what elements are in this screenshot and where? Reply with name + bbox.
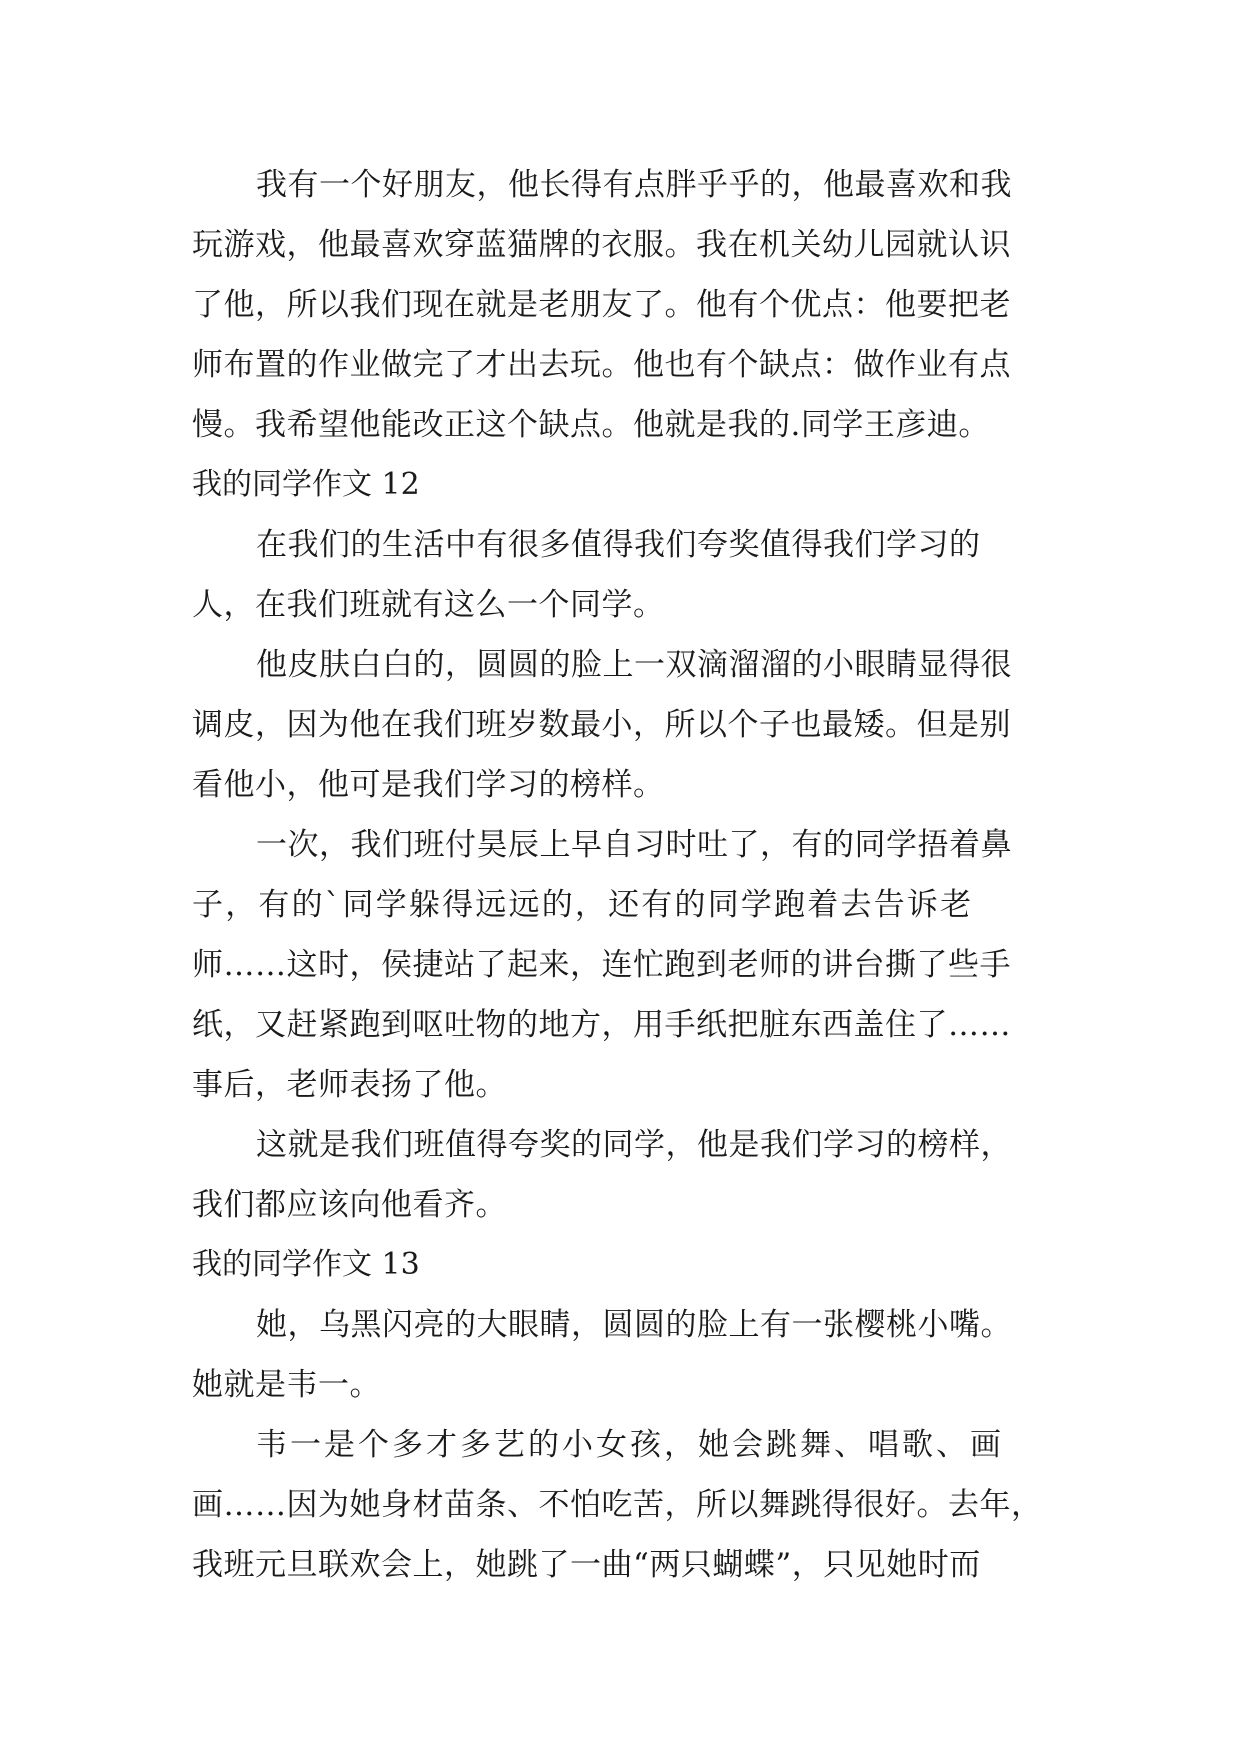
paragraph-line: 子，有的`同学躲得远远的，还有的同学跑着去告诉老 [192,887,974,923]
paragraph-line: 玩游戏，他最喜欢穿蓝猫牌的衣服。我在机关幼儿园就认识 [192,227,1011,263]
paragraph-line: 慢。我希望他能改正这个缺点。他就是我的.同学王彦迪。 [192,407,990,443]
paragraph-line: 人，在我们班就有这么一个同学。 [192,587,665,623]
paragraph-line: 他皮肤白白的，圆圆的脸上一双滴溜溜的小眼睛显得很 [256,647,1012,683]
paragraph-line: 我有一个好朋友，他长得有点胖乎乎的，他最喜欢和我 [256,167,1012,203]
paragraph-line: 了他，所以我们现在就是老朋友了。他有个优点：他要把老 [192,287,1011,323]
document-body [192,155,1052,1595]
paragraph-line: 事后，老师表扬了他。 [192,1067,507,1103]
paragraph-line: 纸，又赶紧跑到呕吐物的地方，用手纸把脏东西盖住了…… [192,1007,1011,1043]
paragraph-line: 韦一是个多才多艺的小女孩，她会跳舞、唱歌、画 [256,1427,1004,1463]
paragraph-line: 画……因为她身材苗条、不怕吃苦，所以舞跳得很好。去年， [192,1487,1043,1523]
paragraph-line: 一次，我们班付昊辰上早自习时吐了，有的同学捂着鼻 [256,827,1012,863]
paragraph-line: 看他小，他可是我们学习的榜样。 [192,767,665,803]
essay-12-title: 我的同学作文 12 [192,467,420,502]
paragraph-line: 这就是我们班值得夸奖的同学，他是我们学习的榜样， [256,1127,1012,1163]
paragraph-line: 师……这时，侯捷站了起来，连忙跑到老师的讲台撕了些手 [192,947,1011,983]
paragraph-line: 师布置的作业做完了才出去玩。他也有个缺点：做作业有点 [192,347,1011,383]
essay-13-title: 我的同学作文 13 [192,1247,420,1282]
paragraph-line: 我班元旦联欢会上，她跳了一曲“两只蝴蝶”，只见她时而 [192,1547,981,1583]
paragraph-line: 她就是韦一。 [192,1367,381,1403]
paragraph-line: 她，乌黑闪亮的大眼睛，圆圆的脸上有一张樱桃小嘴。 [256,1307,1012,1343]
paragraph-line: 我们都应该向他看齐。 [192,1187,507,1223]
paragraph-line: 调皮，因为他在我们班岁数最小，所以个子也最矮。但是别 [192,707,1011,743]
paragraph-line: 在我们的生活中有很多值得我们夸奖值得我们学习的 [256,527,981,563]
